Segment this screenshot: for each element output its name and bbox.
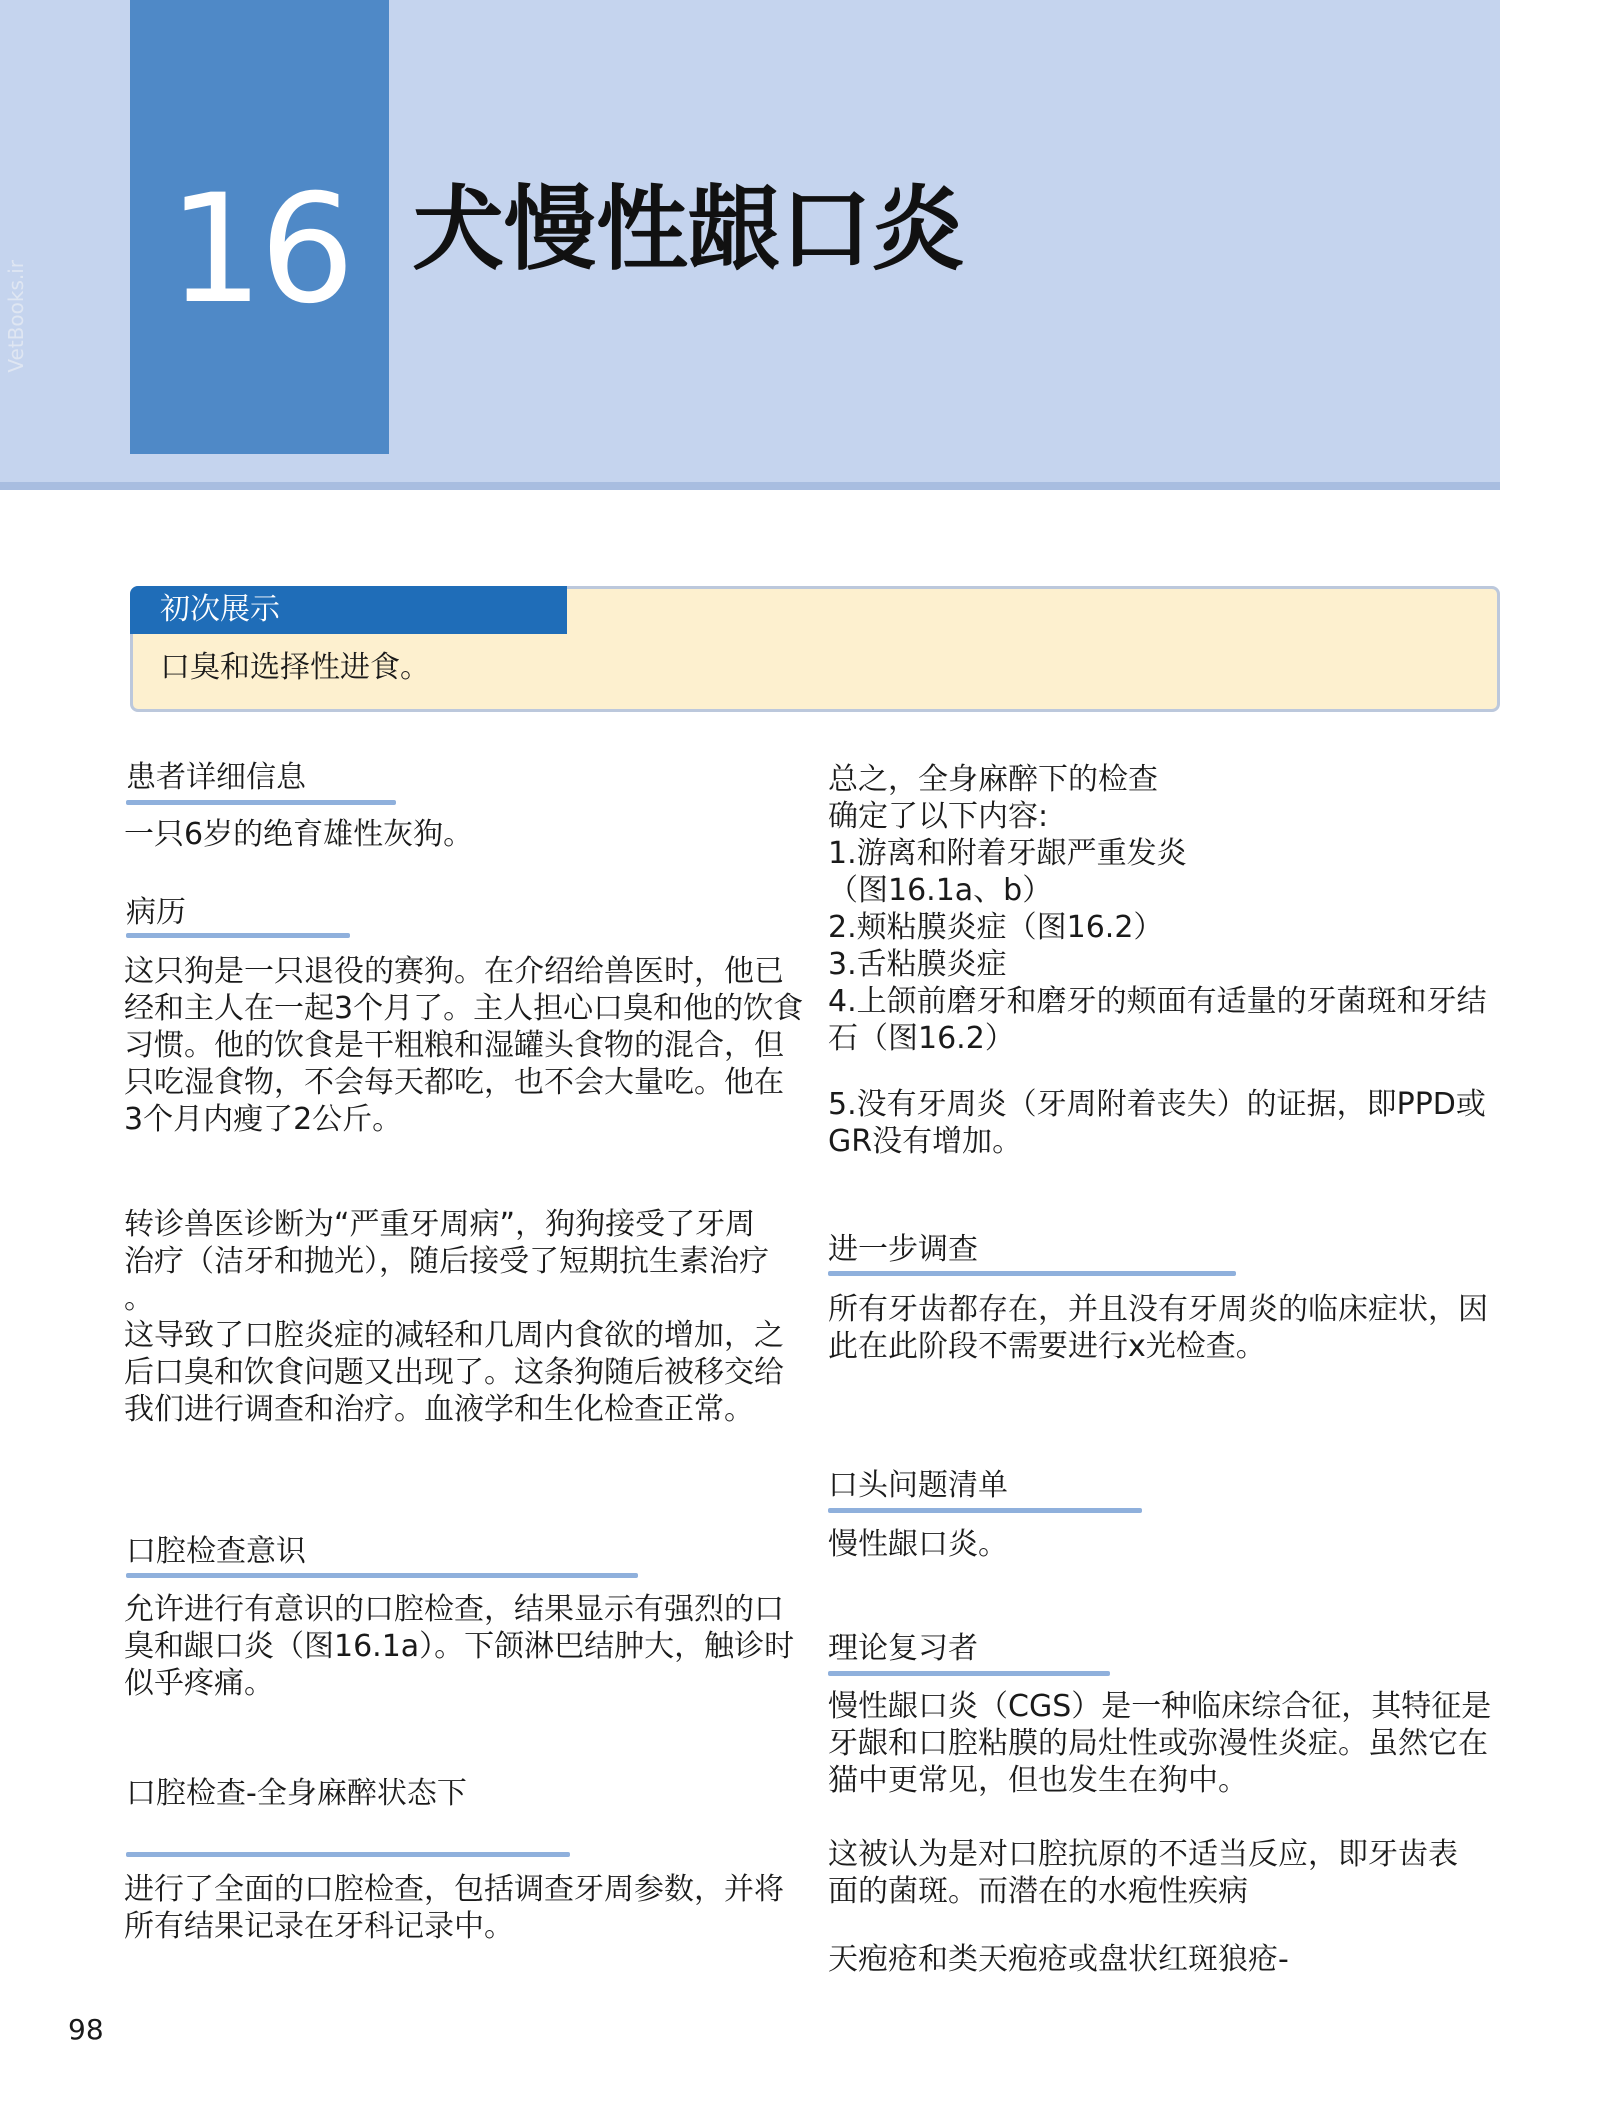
exam-summary-text: 总之，全身麻醉下的检查 确定了以下内容: 1.游离和附着牙龈严重发炎 （图16.1a、b） 2.颊粘膜炎症（图16.2） 3.舌粘膜炎症 4.上颌前磨牙和磨牙的颊面有适量的牙菌斑和牙结 石（图16.2）	[828, 762, 1487, 1056]
patient-details-rule	[126, 800, 396, 805]
problem-list-text: 慢性龈口炎。	[828, 1527, 1008, 1562]
page-number: 98	[68, 2013, 104, 2046]
header-divider	[0, 482, 1500, 490]
patient-details-heading: 患者详细信息	[126, 760, 306, 795]
theory-text-1: 慢性龈口炎（CGS）是一种临床综合征，其特征是 牙龈和口腔粘膜的局灶性或弥漫性炎症。虽然它在 猫中更常见，但也发生在狗中。	[828, 1689, 1492, 1798]
chapter-number: 16	[168, 163, 351, 337]
watermark: VetBooks.ir	[4, 260, 28, 373]
further-investigation-text: 所有牙齿都存在，并且没有牙周炎的临床症状，因 此在此阶段不需要进行x光检查。	[828, 1292, 1488, 1364]
chapter-title: 犬慢性龈口炎	[412, 176, 965, 283]
theory-text-3: 天疱疮和类天疱疮或盘状红斑狼疮-	[828, 1942, 1289, 1977]
theory-refresher-rule	[828, 1671, 1110, 1676]
history-heading: 病历	[126, 895, 186, 930]
ga-exam-heading: 口腔检查-全身麻醉状态下	[126, 1776, 467, 1811]
history-rule	[126, 933, 350, 938]
further-investigation-rule	[828, 1271, 1236, 1276]
patient-details-text: 一只6岁的绝育雄性灰狗。	[124, 817, 474, 852]
theory-text-2: 这被认为是对口腔抗原的不适当反应，即牙齿表 面的菌斑。而潜在的水疱性疾病	[828, 1837, 1458, 1909]
conscious-exam-heading: 口腔检查意识	[126, 1534, 306, 1569]
conscious-exam-rule	[126, 1573, 638, 1578]
referral-text: 转诊兽医诊断为“严重牙周病”，狗狗接受了牙周 治疗（洁牙和抛光），随后接受了短期抗生素治疗 。 这导致了口腔炎症的减轻和几周内食欲的增加，之 后口臭和饮食问题又出现了。这条狗随后被移交给 我们进行调查和治疗。血液学和生化检查正常。	[124, 1207, 784, 1427]
exam-summary-item-5: 5.没有牙周炎（牙周附着丧失）的证据，即PPD或 GR没有增加。	[828, 1087, 1486, 1159]
problem-list-rule	[828, 1508, 1142, 1513]
initial-presentation-label: 初次展示	[130, 586, 567, 634]
initial-presentation-text: 口臭和选择性进食。	[160, 650, 430, 685]
ga-exam-text: 进行了全面的口腔检查，包括调查牙周参数，并将 所有结果记录在牙科记录中。	[124, 1872, 784, 1944]
ga-exam-rule	[126, 1852, 570, 1857]
history-text: 这只狗是一只退役的赛狗。在介绍给兽医时，他已 经和主人在一起3个月了。主人担心口臭和他的饮食 习惯。他的饮食是干粗粮和湿罐头食物的混合，但 只吃湿食物，不会每天都吃，也不会大量吃。他在 3个月内瘦了2公斤。	[124, 954, 804, 1137]
problem-list-heading: 口头问题清单	[828, 1468, 1008, 1503]
conscious-exam-text: 允许进行有意识的口腔检查，结果显示有强烈的口 臭和龈口炎（图16.1a）。下颌淋巴结肿大，触诊时 似乎疼痛。	[124, 1592, 795, 1701]
theory-refresher-heading: 理论复习者	[828, 1631, 978, 1666]
further-investigation-heading: 进一步调查	[828, 1232, 978, 1267]
